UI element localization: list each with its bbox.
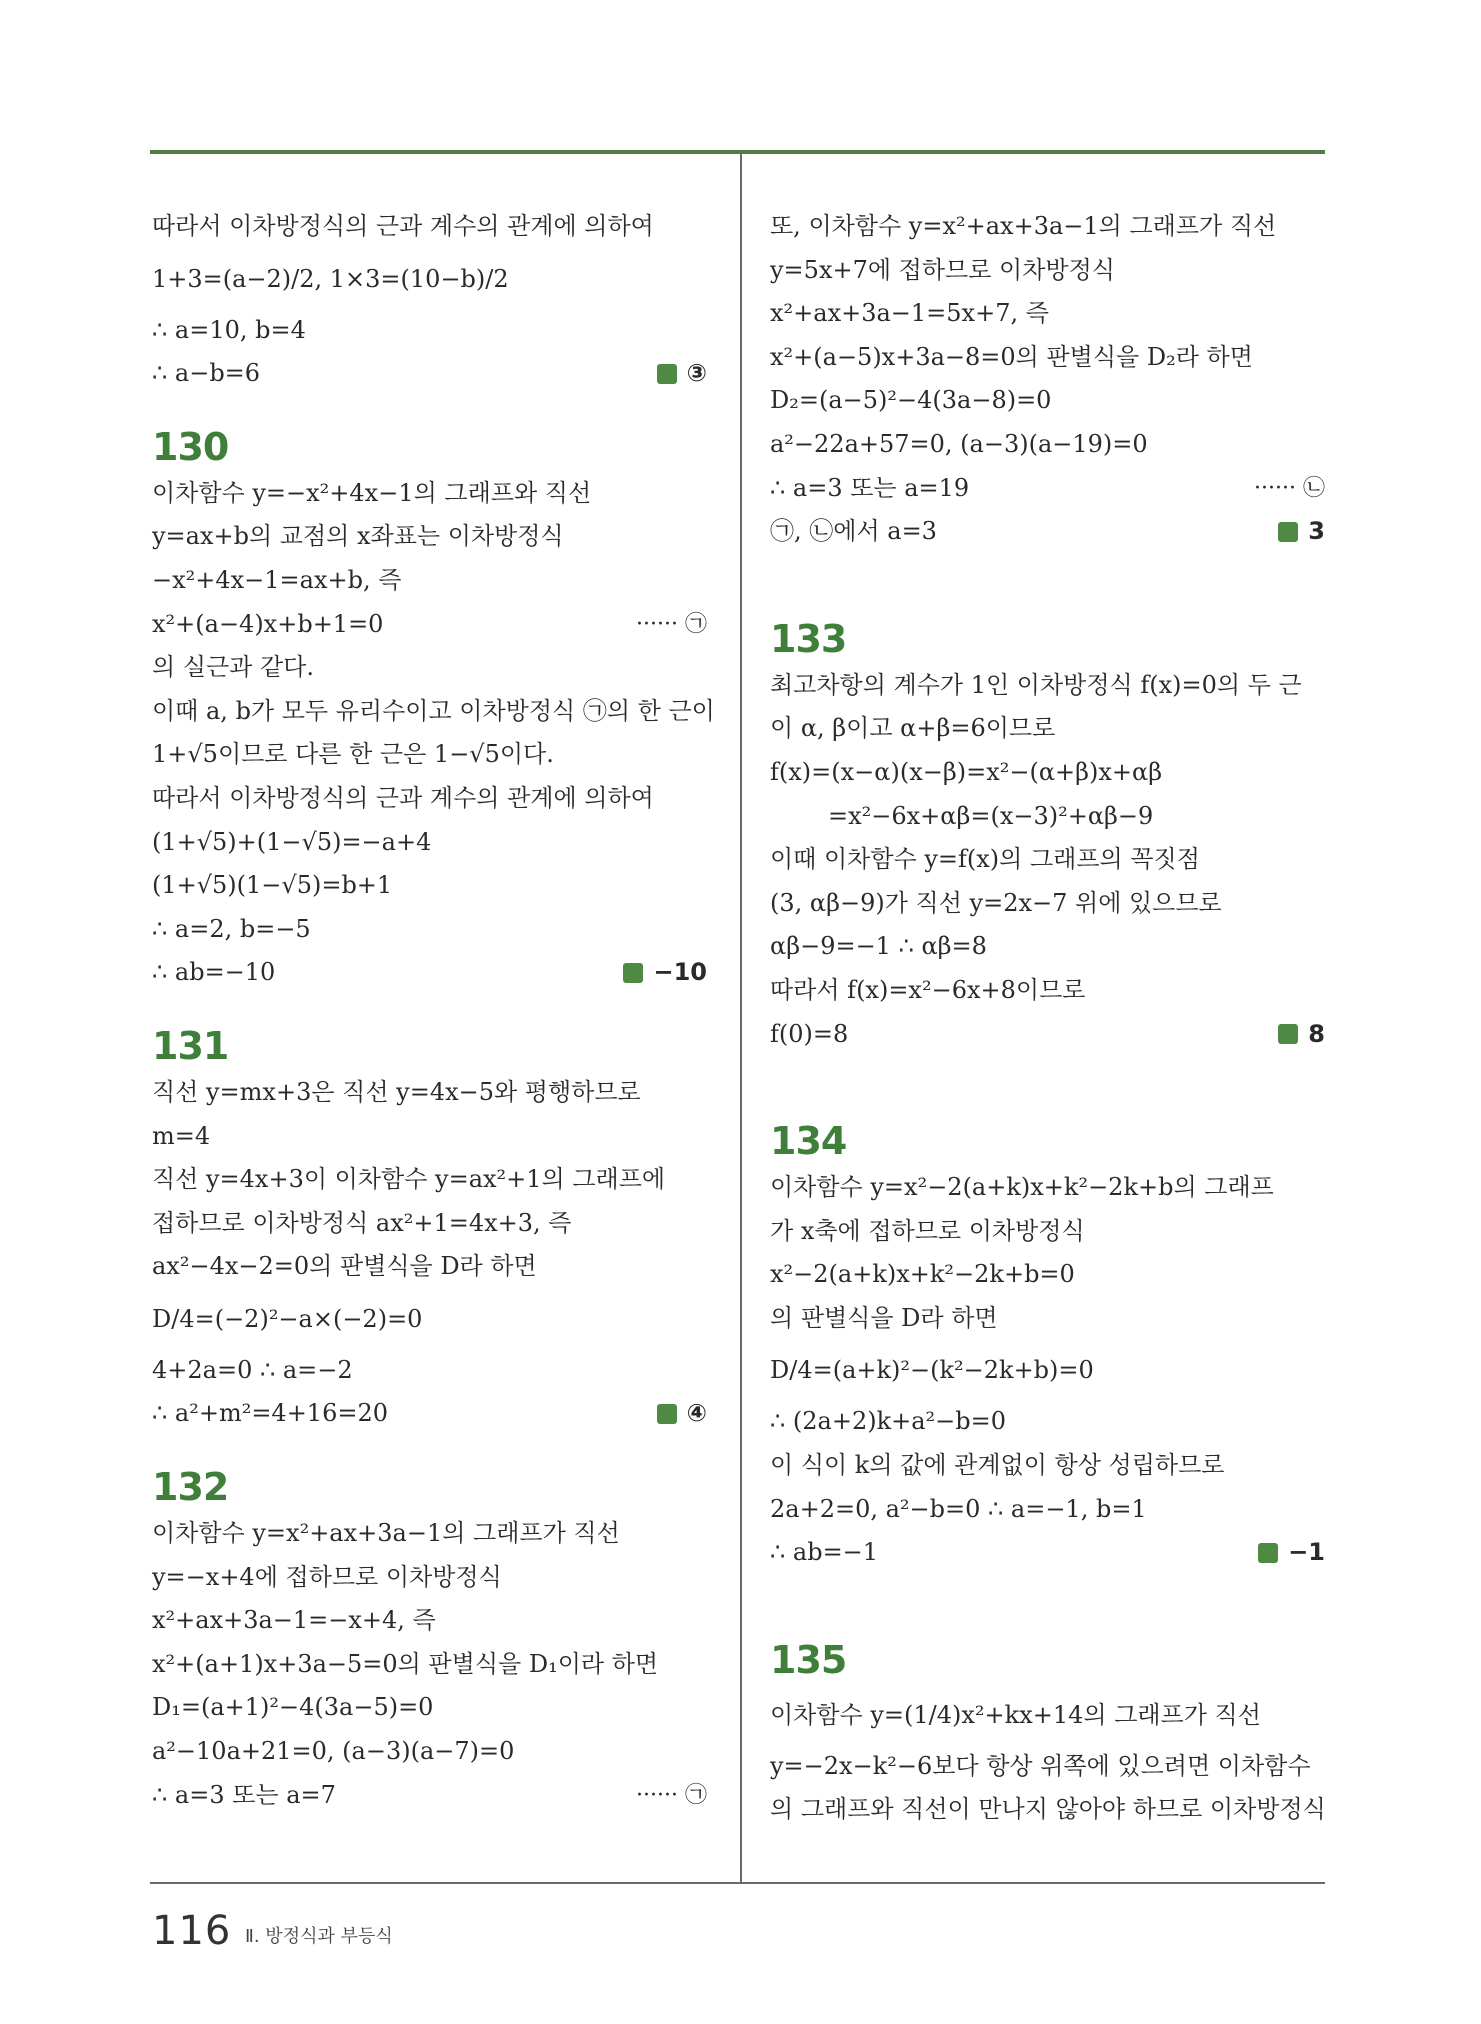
solution-text: f(0)=8 — [770, 1019, 849, 1048]
solution-line — [152, 1730, 707, 1774]
solution-text: D/4=(−2)²−a×(−2)=0 — [152, 1304, 423, 1333]
answer-value: ④ — [686, 1399, 707, 1428]
answer-tag — [1258, 1531, 1325, 1575]
solution-text: −x²+4x−1=ax+b, 즉 — [152, 565, 402, 594]
solution-line — [770, 1340, 1325, 1400]
solution-text: 이 α, β이고 α+β=6이므로 — [770, 714, 1056, 743]
solution-text: 따라서 이차방정식의 근과 계수의 관계에 의하여 — [152, 212, 654, 240]
solution-text: ∴ ab=−1 — [770, 1538, 879, 1567]
solution-text: ∴ a=3 또는 a=7 — [152, 1780, 336, 1809]
solution-line — [152, 1392, 707, 1436]
solution-line — [152, 1158, 707, 1202]
problem-number: 135 — [770, 1637, 847, 1682]
solution-text: x²+(a+1)x+3a−5=0의 판별식을 D₁이라 하면 — [152, 1649, 659, 1678]
answer-tag — [623, 951, 707, 995]
problem-number: 134 — [770, 1119, 847, 1164]
problem-number: 133 — [770, 616, 847, 661]
bottom-rule — [150, 1882, 1325, 1884]
solution-text: m=4 — [152, 1121, 211, 1150]
solution-line — [770, 1166, 1325, 1210]
solution-text: y=−x+4에 접하므로 이차방정식 — [152, 1562, 502, 1591]
solution-line — [770, 1788, 1325, 1832]
answer-tag — [1278, 1013, 1325, 1057]
solution-line — [152, 1289, 707, 1349]
solution-line — [152, 1774, 707, 1818]
solution-line — [152, 1556, 707, 1600]
solution-text: ㉠, ㉡에서 a=3 — [770, 517, 937, 546]
solution-line — [152, 249, 707, 309]
solution-line — [770, 336, 1325, 380]
solution-text: 4+2a=0 ∴ a=−2 — [152, 1355, 353, 1384]
solution-text: y=5x+7에 접하므로 이차방정식 — [770, 255, 1115, 284]
solution-text: ∴ ab=−10 — [152, 958, 276, 987]
solution-text: =x²−6x+αβ=(x−3)²+αβ−9 — [828, 801, 1154, 830]
problem-number: 130 — [152, 424, 229, 469]
solution-line — [152, 309, 707, 353]
solution-line — [770, 1444, 1325, 1488]
solution-text: a²−22a+57=0, (a−3)(a−19)=0 — [770, 429, 1148, 458]
solution-line — [152, 690, 715, 734]
solution-line — [770, 292, 1325, 336]
answer-icon — [657, 1404, 677, 1424]
solution-text: x²+ax+3a−1=−x+4, 즉 — [152, 1606, 436, 1635]
solution-line — [770, 925, 1325, 969]
solution-line — [152, 646, 707, 690]
solution-line — [152, 951, 707, 995]
problem-number: 132 — [152, 1465, 229, 1510]
solution-text: 이차함수 y=−x²+4x−1의 그래프와 직선 — [152, 478, 592, 507]
solution-line — [770, 882, 1325, 926]
answer-icon — [657, 364, 677, 384]
solution-line — [152, 821, 707, 865]
solution-text: y=−2x−k²−6보다 항상 위쪽에 있으려면 이차함수 — [770, 1751, 1311, 1780]
solution-line — [770, 795, 1325, 839]
solution-line — [770, 510, 1325, 554]
solution-text: 1+√5이므로 다른 한 근은 1−√5이다. — [152, 740, 554, 769]
solution-text: 이 식이 k의 값에 관계없이 항상 성립하므로 — [770, 1451, 1225, 1480]
solution-line — [152, 472, 707, 516]
solution-line — [152, 559, 707, 603]
solution-line — [770, 249, 1325, 293]
solution-text: 직선 y=4x+3이 이차함수 y=ax²+1의 그래프에 — [152, 1165, 666, 1194]
solution-text: 접하므로 이차방정식 ax²+1=4x+3, 즉 — [152, 1208, 572, 1237]
solution-line — [152, 1512, 707, 1556]
solution-text: 이차함수 y=x²+ax+3a−1의 그래프가 직선 — [152, 1519, 620, 1548]
solution-text: ∴ a=3 또는 a=19 — [770, 473, 970, 502]
solution-text: x²+(a−5)x+3a−8=0의 판별식을 D₂라 하면 — [770, 342, 1253, 371]
solution-line — [152, 515, 707, 559]
solution-line — [152, 733, 707, 777]
solution-text: y=ax+b의 교점의 x좌표는 이차방정식 — [152, 522, 564, 551]
solution-text: ax²−4x−2=0의 판별식을 D라 하면 — [152, 1252, 537, 1281]
solution-line — [770, 1400, 1325, 1444]
solution-text: 의 그래프와 직선이 만나지 않아야 하므로 이차방정식 — [770, 1795, 1326, 1824]
answer-value: 3 — [1308, 517, 1325, 546]
solution-text: 이때 a, b가 모두 유리수이고 이차방정식 ㉠의 한 근이 — [152, 696, 715, 725]
solution-text: (3, αβ−9)가 직선 y=2x−7 위에 있으므로 — [770, 888, 1222, 917]
solution-text: 이차함수 y=(1/4)x²+kx+14의 그래프가 직선 — [770, 1700, 1261, 1729]
solution-text: (1+√5)+(1−√5)=−a+4 — [152, 827, 432, 856]
solution-line — [152, 1686, 707, 1730]
solution-text: 또, 이차함수 y=x²+ax+3a−1의 그래프가 직선 — [770, 212, 1277, 240]
solution-line — [770, 1210, 1325, 1254]
solution-line — [770, 838, 1325, 882]
solution-line — [770, 1488, 1325, 1532]
solution-text: x²+(a−4)x+b+1=0 — [152, 609, 384, 638]
top-rule — [150, 150, 1325, 154]
solution-line — [152, 908, 707, 952]
solution-text: a²−10a+21=0, (a−3)(a−7)=0 — [152, 1737, 515, 1766]
solution-line — [152, 352, 707, 396]
solution-line — [152, 1643, 707, 1687]
equation-reference-mark: ······ ㉡ — [1254, 475, 1325, 501]
solution-text: 2a+2=0, a²−b=0 ∴ a=−1, b=1 — [770, 1494, 1147, 1523]
solution-line — [152, 603, 707, 647]
solution-text: 따라서 f(x)=x²−6x+8이므로 — [770, 975, 1086, 1004]
answer-tag — [1278, 510, 1325, 554]
solution-line — [152, 777, 707, 821]
solution-line — [770, 423, 1325, 467]
solution-text: 따라서 이차방정식의 근과 계수의 관계에 의하여 — [152, 783, 654, 812]
solution-line — [770, 1745, 1325, 1789]
solution-text: 이차함수 y=x²−2(a+k)x+k²−2k+b의 그래프 — [770, 1173, 1274, 1202]
solution-text: x²+ax+3a−1=5x+7, 즉 — [770, 299, 1049, 328]
solution-text: f(x)=(x−α)(x−β)=x²−(α+β)x+αβ — [770, 757, 1163, 786]
solution-text: ∴ a²+m²=4+16=20 — [152, 1399, 388, 1428]
equation-reference-mark: ······ ㉠ — [636, 611, 707, 637]
solution-line — [152, 1071, 707, 1115]
solution-line — [152, 205, 707, 249]
chapter-label: Ⅱ. 방정식과 부등식 — [245, 1926, 393, 1947]
solution-text: (1+√5)(1−√5)=b+1 — [152, 871, 393, 900]
solution-line — [770, 664, 1325, 708]
solution-line — [152, 1349, 707, 1393]
answer-value: −1 — [1288, 1538, 1325, 1567]
solution-line — [770, 1685, 1325, 1745]
solution-line — [770, 707, 1325, 751]
left-column — [152, 205, 715, 1817]
solution-line — [770, 205, 1325, 249]
answer-tag — [657, 352, 707, 396]
solution-text: D₂=(a−5)²−4(3a−8)=0 — [770, 386, 1052, 415]
answer-icon — [1278, 1024, 1298, 1044]
solution-line — [152, 864, 707, 908]
solution-line — [152, 1245, 707, 1289]
solution-text: D/4=(a+k)²−(k²−2k+b)=0 — [770, 1356, 1094, 1385]
solution-text: x²−2(a+k)x+k²−2k+b=0 — [770, 1260, 1075, 1289]
solution-text: 직선 y=mx+3은 직선 y=4x−5와 평행하므로 — [152, 1077, 641, 1106]
solution-line — [770, 1253, 1325, 1297]
answer-value: 8 — [1308, 1019, 1325, 1048]
solution-line — [770, 467, 1325, 511]
solution-text: ∴ (2a+2)k+a²−b=0 — [770, 1407, 1007, 1436]
answer-tag — [657, 1392, 707, 1436]
solution-text: D₁=(a+1)²−4(3a−5)=0 — [152, 1693, 434, 1722]
solution-text: 이때 이차함수 y=f(x)의 그래프의 꼭짓점 — [770, 845, 1200, 874]
solution-line — [770, 751, 1325, 795]
answer-icon — [623, 963, 643, 983]
solution-text: 1+3=(a−2)/2, 1×3=(10−b)/2 — [152, 264, 509, 293]
solution-text: ∴ a=2, b=−5 — [152, 914, 311, 943]
solution-line — [152, 1115, 707, 1159]
solution-text: 가 x축에 접하므로 이차방정식 — [770, 1216, 1085, 1245]
solution-line — [770, 379, 1325, 423]
solution-line — [770, 1013, 1325, 1057]
solution-text: 의 판별식을 D라 하면 — [770, 1303, 998, 1332]
solution-text: ∴ a−b=6 — [152, 359, 261, 388]
equation-reference-mark: ······ ㉠ — [636, 1782, 707, 1808]
solution-line — [770, 969, 1325, 1013]
solution-text: αβ−9=−1 ∴ αβ=8 — [770, 932, 987, 961]
solution-line — [152, 1599, 707, 1643]
solution-line — [152, 1202, 707, 1246]
solution-line — [770, 1531, 1325, 1575]
column-divider — [740, 154, 742, 1884]
solution-line — [770, 1297, 1325, 1341]
solution-text: 최고차항의 계수가 1인 이차방정식 f(x)=0의 두 근 — [770, 670, 1302, 699]
answer-value: −10 — [653, 958, 707, 987]
right-column — [770, 205, 1325, 1832]
answer-icon — [1258, 1543, 1278, 1563]
answer-icon — [1278, 522, 1298, 542]
answer-value: ③ — [686, 359, 707, 388]
solution-text: 의 실근과 같다. — [152, 653, 314, 682]
page-number: 116 — [152, 1908, 232, 1954]
problem-number: 131 — [152, 1023, 229, 1068]
solution-text: ∴ a=10, b=4 — [152, 315, 306, 344]
